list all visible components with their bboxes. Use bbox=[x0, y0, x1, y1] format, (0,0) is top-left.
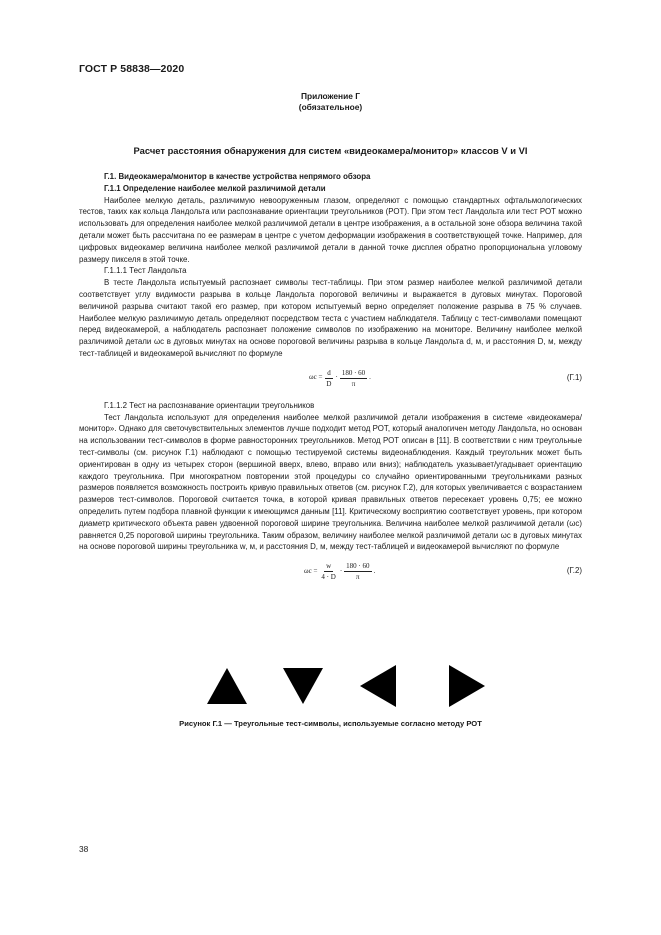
formula-g2-expression bbox=[304, 561, 375, 582]
paragraph-3: Тест Ландольта используют для определения наиболее мелкой различимой детали изображения в системе «видеокамера/монитор». Однако для светочувствительных элементов лучше подходит метод РОТ, который аналогичен методу Ландольта, но основан на использовании тест-символов в форме равносторонних треугольников. Метод РОТ описан в [11]. В соответствии с ним треугольные тест-символы (см. рисунок Г.1) наблюдают с помощью тестируемой системы видеонаблюдения. Каждый треугольник может быть ориентирован в одну из четырех сторон (вершиной вверх, влево, вправо или вниз); наблюдатель указывает/угадывает ориентацию каждого треугольника. При многократном повторении этой процедуры со случайно ориентированными треугольниками разных размеров появляется возможность построить кривую правильных ответов (см. рисунок Г.2), для которых увеличивается с возрастанием размеров тест-символов. Пороговой считается точка, в которой кривая правильных ответов пересекает уровень 0,75; ее можно определить путем подбора плавной функции к имеющимся данным [11]. Критическому восприятию соответствует уровень, при котором диаметр критического объекта равен удвоенной пороговой ширине треугольника. Величина наиболее мелкой различимой детали (ωc) равняется 0,25 пороговой ширины треугольника. Таким образом, величину наиболее мелкой различимой детали ωc в дуговых минутах на основе пороговой ширины треугольника w, м, и расстояния D, м, между тест-таблицей и видеокамерой вычисляют по формуле bbox=[79, 412, 582, 552]
section-heading-g1: Г.1. Видеокамера/монитор в качестве устройства непрямого обзора bbox=[104, 172, 371, 181]
formula-g1-fraction-2 bbox=[340, 368, 367, 389]
formula-g1-fraction-2-den: π bbox=[351, 379, 356, 388]
section-heading-g112: Г.1.1.2 Тест на распознавание ориентации треугольников bbox=[104, 400, 315, 410]
triangle-right-icon bbox=[449, 665, 485, 707]
formula-g2-fraction-1-den: 4 · D bbox=[321, 573, 336, 582]
annex-status: (обязательное) bbox=[298, 102, 363, 112]
section-heading-g11: Г.1.1 Определение наиболее мелкой различимой детали bbox=[104, 183, 326, 193]
formula-g1-dot: · bbox=[335, 373, 338, 382]
formula-g2-tail: . bbox=[373, 566, 376, 575]
formula-g1 bbox=[79, 366, 582, 394]
formula-g2-fraction-1 bbox=[319, 561, 337, 582]
formula-g1-fraction-2-num: 180 · 60 bbox=[341, 368, 366, 377]
formula-g2-dot: · bbox=[339, 566, 343, 575]
triangle-down-icon bbox=[283, 668, 323, 704]
formula-g1-fraction-1-den: D bbox=[326, 379, 332, 388]
formula-g2-number: (Г.2) bbox=[566, 566, 582, 576]
formula-g2-fraction-2-num: 180 · 60 bbox=[346, 562, 370, 571]
standard-designation: ГОСТ Р 58838—2020 bbox=[79, 63, 185, 75]
figure-caption: Рисунок Г.1 — Треугольные тест-символы, используемые согласно методу РОТ bbox=[179, 719, 482, 728]
triangle-up-icon bbox=[207, 668, 247, 704]
formula-g2 bbox=[79, 559, 582, 587]
annex-title: Расчет расстояния обнаружения для систем «видеокамера/монитор» классов V и VI bbox=[133, 145, 528, 156]
paragraph-2: В тесте Ландольта испытуемый распознает символы тест-таблицы. При этом размер наиболее мелкой различимой детали соответствует углу видимости разрыва в кольце Ландольта пороговой величины и выражается в дуговых минутах. Пороговой величиной разрыва считают такой его размер, при котором испытуемый верно определяет положение разрыва в 75 % случаев. Наиболее мелкую различимую деталь определяют посредством теста с участием наблюдателя. Таблицу с тест-символами помещают перед видеокамерой, а наблюдатель распознает положение символов по изображению на мониторе. Величину наиболее мелкой различимой детали ωc в дуговых минутах на основе пороговой величины разрыва в кольце Ландольта d, м, и расстояния D, м, между тест-таблицей и видеокамерой вычисляют по формуле bbox=[79, 278, 582, 358]
formula-g1-fraction-1-num: d bbox=[327, 368, 331, 377]
formula-g1-number: (Г.1) bbox=[566, 372, 582, 382]
paragraph-1: Наиболее мелкую деталь, различимую невооруженным глазом, определяют с помощью стандартных офтальмологических тестов, таких как кольца Ландольта или распознавание ориентации треугольников (РОТ). При этом тест Ландольта или тест РОТ можно использовать для определения наиболее мелкой различимой детали в центре изображения, а в остальной зоне обзора величина такой детали может быть рассчитана по ее размерам в центре с учетом деформации изображения в соответствующей точке. Например, для цифровых видеокамер величина наиболее мелкой различимой детали в данной точке дисплея обратно пропорциональна угловому размеру пикселя в этой точке. bbox=[79, 195, 582, 264]
formula-g1-fraction-1 bbox=[324, 368, 333, 389]
annex-label: Приложение Г bbox=[301, 91, 360, 101]
section-heading-g111: Г.1.1.1 Тест Ландольта bbox=[104, 266, 187, 276]
triangle-left-icon bbox=[360, 665, 396, 707]
formula-g2-fraction-2-den: π bbox=[356, 573, 360, 582]
formula-g1-tail: . bbox=[369, 373, 371, 382]
figure-g1 bbox=[79, 668, 582, 712]
formula-g2-fraction-1-num: w bbox=[326, 562, 332, 571]
annex-heading bbox=[79, 91, 582, 113]
formula-g1-expression bbox=[309, 368, 371, 389]
body-text bbox=[79, 167, 582, 593]
formula-g1-lhs: ωc = bbox=[309, 373, 323, 382]
formula-g2-lhs: ωc = bbox=[304, 566, 318, 575]
page-number: 38 bbox=[79, 844, 89, 854]
formula-g2-fraction-2 bbox=[344, 561, 371, 582]
